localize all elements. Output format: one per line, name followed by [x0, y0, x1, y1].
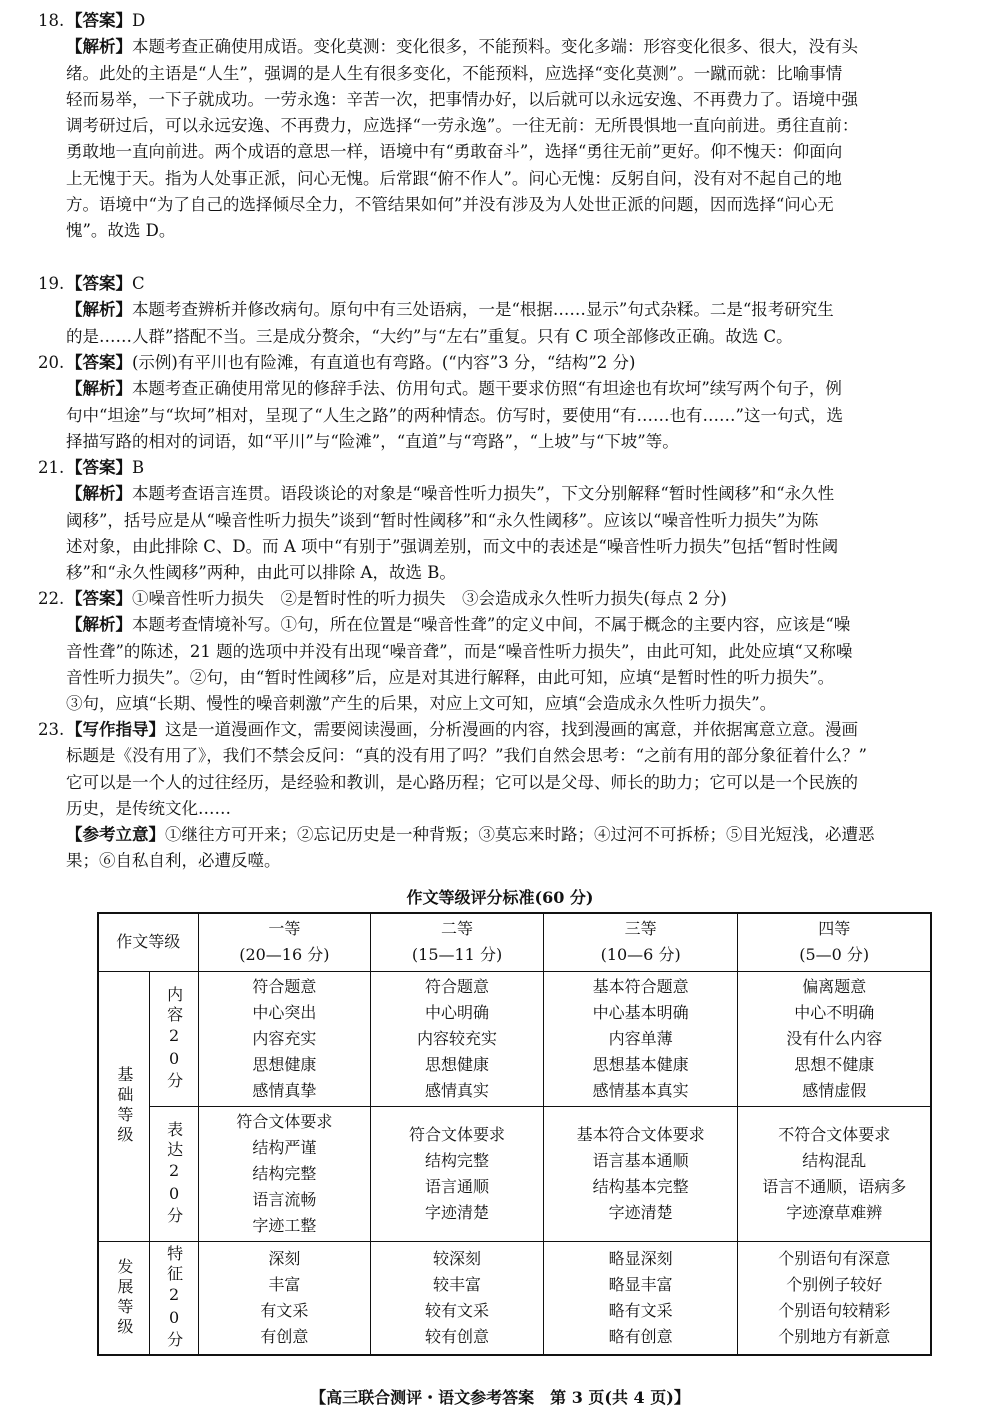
criterion-text: 中心突出 [252, 1002, 317, 1022]
reference-text: 果；⑥自私自利，必遭反噬。 [66, 851, 281, 871]
question-number: 21. [38, 458, 65, 477]
grade-name: 二等 [441, 919, 474, 939]
criterion-text: 个别例子较好 [786, 1274, 883, 1294]
question-number: 22. [38, 589, 65, 608]
criterion-text: 结构完整 [425, 1150, 490, 1170]
grade-cell [371, 1241, 544, 1355]
analysis-text: 绪。此处的主语是“人生”，强调的是人生有很多变化，不能预料，应选择“变化莫测”。一蹴而就：比喻事情 [66, 63, 843, 83]
criterion-text: 中心不明确 [794, 1002, 875, 1022]
analysis-text: 音性听力损失”。②句，由“暂时性阈移”后，应是对其进行解释，由此可知，应填“是暂时性的听力损失”。 [66, 667, 835, 687]
grade-cell [371, 971, 544, 1106]
analysis-tag: 【解析】 [66, 300, 132, 320]
reference-line [38, 848, 962, 874]
question-number: 23. [38, 720, 65, 739]
criterion-text: 感情真挚 [252, 1080, 317, 1100]
criterion-text: 结构混乱 [802, 1150, 867, 1170]
answer-line [38, 8, 962, 34]
grade-cell [738, 971, 931, 1106]
grade-range: (15—11 分) [411, 945, 503, 965]
table-row-content [98, 971, 931, 1106]
criterion-text: 没有什么内容 [786, 1028, 883, 1048]
answer-value: B [132, 458, 145, 477]
answer-value: ①噪音性听力损失 ②是暂时性的听力损失 ③会造成永久性听力损失(每点 2 分) [132, 589, 727, 608]
analysis-text: 音性聋”的陈述，21 题的选项中并没有出现“噪音聋”，而是“噪音性听力损失”，由此可知，此处应填“又称噪 [66, 641, 853, 661]
criterion-text: 略有文采 [608, 1300, 673, 1320]
criterion-text: 内容单薄 [608, 1028, 673, 1048]
grade-cell [738, 1241, 931, 1355]
table-row-feature [98, 1241, 931, 1355]
analysis-line [38, 166, 962, 192]
question-23 [38, 717, 962, 875]
question-19 [38, 271, 962, 350]
criterion-text: 字迹清楚 [425, 1202, 490, 1222]
guide-line [38, 743, 962, 769]
answer-tag: 【答案】 [66, 353, 132, 372]
criterion-text: 符合题意 [425, 976, 490, 996]
grading-table [97, 912, 932, 1356]
criterion-text: 个别地方有新意 [778, 1326, 891, 1346]
criterion-text: 基本符合文体要求 [576, 1124, 705, 1144]
criterion-text: 符合文体要求 [409, 1124, 506, 1144]
grade-range: (10—6 分) [600, 945, 681, 965]
criterion-text: 感情基本真实 [592, 1080, 689, 1100]
grade-header [738, 913, 931, 971]
row-label-text: 表达20分 [164, 1120, 184, 1227]
grade-cell [543, 1241, 738, 1355]
question-18 [38, 8, 962, 245]
criterion-text: 字迹工整 [252, 1215, 317, 1235]
grade-cell [543, 971, 738, 1106]
criterion-text: 字迹清楚 [608, 1202, 673, 1222]
analysis-line [38, 139, 962, 165]
criterion-text: 偏离题意 [802, 976, 867, 996]
analysis-line [38, 481, 962, 507]
analysis-line [38, 218, 962, 244]
analysis-line [38, 376, 962, 402]
analysis-line [38, 87, 962, 113]
criterion-text: 语言通顺 [425, 1176, 490, 1196]
criterion-text: 较有创意 [425, 1326, 490, 1346]
answer-value: C [132, 274, 145, 293]
question-number: 19. [38, 274, 65, 293]
criterion-text: 符合文体要求 [236, 1111, 333, 1131]
criterion-text: 思想基本健康 [592, 1054, 689, 1074]
guide-line [38, 770, 962, 796]
analysis-text: 移”和“永久性阈移”两种，由此可以排除 A，故选 B。 [66, 563, 456, 583]
answer-line [38, 586, 962, 612]
analysis-text: 本题考查正确使用成语。变化莫测：变化很多，不能预料。变化多端：形容变化很多、很大，没有头 [132, 37, 858, 57]
grade-header [543, 913, 738, 971]
grade-cell [371, 1106, 544, 1241]
grade-header [371, 913, 544, 971]
analysis-text: 阈移”，括号应是从“噪音性听力损失”谈到“暂时性阈移”和“永久性阈移”。应该以“噪音性听力损失”为陈 [66, 510, 819, 530]
criterion-text: 中心明确 [425, 1002, 490, 1022]
criterion-text: 略显深刻 [608, 1248, 673, 1268]
analysis-line [38, 639, 962, 665]
question-number: 20. [38, 353, 65, 372]
answer-line [38, 455, 962, 481]
criterion-text: 结构基本完整 [592, 1176, 689, 1196]
grade-header [198, 913, 371, 971]
analysis-line [38, 34, 962, 60]
criterion-text: 略有创意 [608, 1326, 673, 1346]
answer-value: (示例)有平川也有险滩，有直道也有弯路。(“内容”3 分，“结构”2 分) [132, 353, 636, 372]
table-row-expression [98, 1106, 931, 1241]
analysis-text: 方。语境中“为了自己的选择倾尽全力，不管结果如何”并没有涉及为人处世正派的问题，因而选择“问心无 [66, 195, 834, 215]
analysis-tag: 【解析】 [66, 37, 132, 57]
guide-text: 历史，是传统文化…… [66, 798, 231, 818]
criterion-text: 结构严谨 [252, 1137, 317, 1157]
analysis-line [38, 612, 962, 638]
answer-line [38, 271, 962, 297]
analysis-line [38, 113, 962, 139]
guide-line [38, 717, 962, 743]
guide-text: 标题是《没有用了》，我们不禁会反问：“真的没有用了吗？”我们自然会思考：“之前有用的部分象征着什么？” [66, 746, 867, 766]
row-label [149, 1241, 198, 1355]
row-label-text: 特征20分 [164, 1244, 184, 1351]
criterion-text: 不符合文体要求 [778, 1124, 891, 1144]
reference-tag: 【参考立意】 [66, 825, 165, 845]
dev-level-text: 发展等级 [114, 1257, 134, 1338]
analysis-line [38, 324, 962, 350]
criterion-text: 语言流畅 [252, 1189, 317, 1209]
question-21 [38, 455, 962, 586]
criterion-text: 符合题意 [252, 976, 317, 996]
analysis-text: 句中“坦途”与“坎坷”相对，呈现了“人生之路”的两种情态。仿写时，要使用“有……也有……”这一句式，选 [66, 405, 843, 425]
criterion-text: 略显丰富 [608, 1274, 673, 1294]
grade-range: (5—0 分) [799, 945, 870, 965]
criterion-text: 语言不通顺，语病多 [762, 1176, 907, 1196]
criterion-text: 中心基本明确 [592, 1002, 689, 1022]
row-label [149, 971, 198, 1106]
criterion-text: 字迹潦草难辨 [786, 1202, 883, 1222]
analysis-line [38, 665, 962, 691]
criterion-text: 有文采 [260, 1300, 309, 1320]
analysis-line [38, 403, 962, 429]
basic-level-text: 基础等级 [114, 1066, 134, 1146]
analysis-line [38, 61, 962, 87]
analysis-text: 本题考查语言连贯。语段谈论的对象是“噪音性听力损失”，下文分别解释“暂时性阈移”和“永久性 [132, 484, 835, 504]
criterion-text: 思想健康 [252, 1054, 317, 1074]
criterion-text: 感情虚假 [802, 1080, 867, 1100]
grade-cell [738, 1106, 931, 1241]
grade-name: 一等 [268, 919, 301, 939]
page-footer: 【高三联合测评・语文参考答案 第 3 页(共 4 页)】 [310, 1388, 690, 1407]
analysis-text: 调考研过后，可以永远安逸、不再费力，应选择“一劳永逸”。一往无前：无所畏惧地一直向前进。勇往直前： [66, 116, 859, 136]
question-20 [38, 350, 962, 455]
analysis-line [38, 192, 962, 218]
analysis-text: 本题考查正确使用常见的修辞手法、仿用句式。题干要求仿照“有坦途也有坎坷”续写两个句子，例 [132, 379, 842, 399]
criterion-text: 思想健康 [425, 1054, 490, 1074]
answer-tag: 【答案】 [66, 274, 132, 293]
criterion-text: 个别语句较精彩 [778, 1300, 891, 1320]
criterion-text: 内容充实 [252, 1028, 317, 1048]
analysis-text: 本题考查情境补写。①句，所在位置是“噪音性聋”的定义中间，不属于概念的主要内容，应该是“噪 [132, 615, 851, 635]
criterion-text: 语言基本通顺 [592, 1150, 689, 1170]
grade-cell [198, 1106, 371, 1241]
criterion-text: 较有文采 [425, 1300, 490, 1320]
analysis-text: 本题考查辨析并修改病句。原句中有三处语病，一是“根据……显示”句式杂糅。二是“报考研究生 [132, 300, 834, 320]
table-title: 作文等级评分标准(60 分) [406, 888, 594, 907]
analysis-line [38, 297, 962, 323]
guide-text: 它可以是一个人的过往经历，是经验和教训，是心路历程；它可以是父母、师长的助力；它可以是一个民族的 [66, 772, 858, 792]
guide-line [38, 796, 962, 822]
question-22 [38, 586, 962, 717]
criterion-text: 深刻 [268, 1248, 301, 1268]
criterion-text: 较深刻 [433, 1248, 482, 1268]
analysis-tag: 【解析】 [66, 484, 132, 504]
answer-line [38, 350, 962, 376]
criterion-text: 丰富 [268, 1274, 301, 1294]
reference-text: ①继往方可开来；②忘记历史是一种背叛；③莫忘来时路；④过河不可拆桥；⑤目光短浅，必遭恶 [165, 825, 875, 845]
dev-level-label [98, 1241, 149, 1355]
analysis-line [38, 691, 962, 717]
analysis-text: 的是……人群”搭配不当。三是成分赘余，“大约”与“左右”重复。只有 C 项全部修改正确。故选 C。 [66, 326, 793, 346]
row-label [149, 1106, 198, 1241]
guide-text: 这是一道漫画作文，需要阅读漫画，分析漫画的内容，找到漫画的寓意，并依据寓意立意。漫画 [165, 720, 858, 739]
answer-value: D [132, 11, 146, 30]
criterion-text: 个别语句有深意 [778, 1248, 891, 1268]
analysis-tag: 【解析】 [66, 379, 132, 399]
criterion-text: 基本符合题意 [592, 976, 689, 996]
criterion-text: 较丰富 [433, 1274, 482, 1294]
analysis-text: 愧”。故选 D。 [66, 221, 176, 241]
criterion-text: 内容较充实 [417, 1028, 498, 1048]
criterion-text: 感情真实 [425, 1080, 490, 1100]
answer-tag: 【答案】 [66, 589, 132, 608]
analysis-text: 择描写路的相对的词语，如“平川”与“险滩”，“直道”与“弯路”，“上坡”与“下坡”等。 [66, 431, 679, 451]
guide-tag: 【写作指导】 [66, 720, 165, 739]
analysis-text: 上无愧于天。指为人处事正派，问心无愧。后常跟“俯不作人”。问心无愧：反躬自问，没有对不起自己的地 [66, 168, 842, 188]
analysis-line [38, 429, 962, 455]
question-number: 18. [38, 11, 65, 30]
criterion-text: 有创意 [260, 1326, 309, 1346]
analysis-text: 轻而易举，一下子就成功。一劳永逸：辛苦一次，把事情办好，以后就可以永远安逸、不再费力了。语境中强 [66, 89, 858, 109]
grade-cell [543, 1106, 738, 1241]
analysis-text: ③句，应填“长期、慢性的噪音刺激”产生的后果，对应上文可知，应填“会造成永久性听力损失”。 [66, 694, 777, 714]
criterion-text: 结构完整 [252, 1163, 317, 1183]
grade-cell [198, 971, 371, 1106]
analysis-line [38, 534, 962, 560]
answer-tag: 【答案】 [66, 458, 132, 477]
analysis-line [38, 508, 962, 534]
analysis-tag: 【解析】 [66, 615, 132, 635]
table-header-row [98, 913, 931, 971]
answer-tag: 【答案】 [66, 11, 132, 30]
basic-level-label [98, 971, 149, 1241]
grade-cell [198, 1241, 371, 1355]
row-label-text: 内容20分 [164, 985, 184, 1092]
grade-name: 四等 [818, 919, 851, 939]
grade-name: 三等 [624, 919, 657, 939]
reference-line [38, 822, 962, 848]
criterion-text: 思想不健康 [794, 1054, 875, 1074]
grade-range: (20—16 分) [239, 945, 330, 965]
analysis-line [38, 560, 962, 586]
analysis-text: 勇敢地一直向前进。两个成语的意思一样，语境中有“勇敢奋斗”，选择“勇往无前”更好。仰不愧天：仰面向 [66, 142, 843, 162]
analysis-text: 述对象，由此排除 C、D。而 A 项中“有别于”强调差别，而文中的表述是“噪音性听力损失”包括“暂时性阈 [66, 536, 839, 556]
header-label: 作文等级 [98, 913, 198, 971]
